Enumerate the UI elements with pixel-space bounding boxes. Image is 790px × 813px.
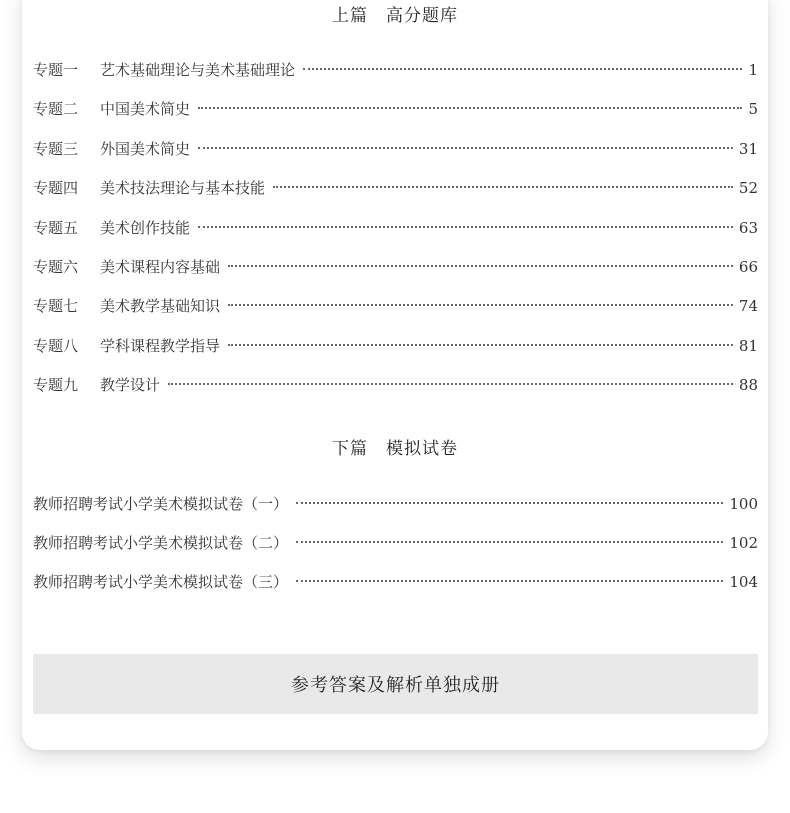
dot-leader — [198, 107, 742, 109]
toc-entry[interactable] — [33, 60, 758, 80]
part2-heading: 下篇 模拟试卷 — [332, 439, 458, 459]
topic-number: 专题三 — [33, 140, 79, 158]
exam-title: 教师招聘考试小学美术模拟试卷（二） — [33, 534, 289, 552]
dot-leader — [296, 541, 723, 543]
answers-note-banner — [33, 654, 758, 714]
dot-leader — [228, 304, 733, 306]
page-number: 81 — [738, 337, 758, 355]
page-number: 63 — [738, 219, 758, 237]
dot-leader — [228, 344, 733, 346]
topic-title: 学科课程教学指导 — [100, 337, 221, 355]
topic-title: 美术课程内容基础 — [100, 258, 221, 276]
page-number: 1 — [748, 61, 758, 79]
topic-number: 专题九 — [33, 376, 79, 394]
page-number: 100 — [729, 495, 758, 513]
toc-entry[interactable] — [33, 218, 758, 238]
topic-number: 专题六 — [33, 258, 79, 276]
toc-entry[interactable] — [33, 296, 758, 316]
exam-title: 教师招聘考试小学美术模拟试卷（一） — [33, 495, 289, 513]
exam-title: 教师招聘考试小学美术模拟试卷（三） — [33, 573, 289, 591]
topic-title: 美术创作技能 — [100, 219, 191, 237]
topic-title: 艺术基础理论与美术基础理论 — [100, 61, 296, 79]
toc-entry[interactable] — [33, 375, 758, 395]
page-number: 88 — [738, 376, 758, 394]
dot-leader — [228, 265, 733, 267]
toc-entry[interactable] — [33, 139, 758, 159]
topic-title: 教学设计 — [100, 376, 161, 394]
toc-entry[interactable] — [33, 494, 758, 514]
page-number: 31 — [738, 140, 758, 158]
dot-leader — [198, 226, 733, 228]
part1-heading: 上篇 高分题库 — [332, 6, 458, 26]
dot-leader — [296, 580, 723, 582]
topic-number: 专题五 — [33, 219, 79, 237]
toc-entry[interactable] — [33, 533, 758, 553]
answers-note-text: 参考答案及解析单独成册 — [291, 675, 500, 696]
topic-title: 中国美术简史 — [100, 100, 191, 118]
page-number: 104 — [729, 573, 758, 591]
page-number: 52 — [738, 179, 758, 197]
dot-leader — [303, 68, 742, 70]
topic-number: 专题二 — [33, 100, 79, 118]
topic-title: 美术技法理论与基本技能 — [100, 179, 266, 197]
topic-number: 专题八 — [33, 337, 79, 355]
topic-title: 外国美术简史 — [100, 140, 191, 158]
toc-entry[interactable] — [33, 257, 758, 277]
topic-title: 美术教学基础知识 — [100, 297, 221, 315]
dot-leader — [198, 147, 733, 149]
dot-leader — [296, 502, 723, 504]
dot-leader — [273, 186, 733, 188]
toc-entry[interactable] — [33, 99, 758, 119]
topic-number: 专题四 — [33, 179, 79, 197]
toc-entry[interactable] — [33, 572, 758, 592]
toc-entry[interactable] — [33, 178, 758, 198]
page-number: 74 — [738, 297, 758, 315]
topic-number: 专题一 — [33, 61, 79, 79]
page-number: 66 — [738, 258, 758, 276]
dot-leader — [168, 383, 733, 385]
page-number: 5 — [748, 100, 758, 118]
topic-number: 专题七 — [33, 297, 79, 315]
toc-entry[interactable] — [33, 336, 758, 356]
page-number: 102 — [729, 534, 758, 552]
